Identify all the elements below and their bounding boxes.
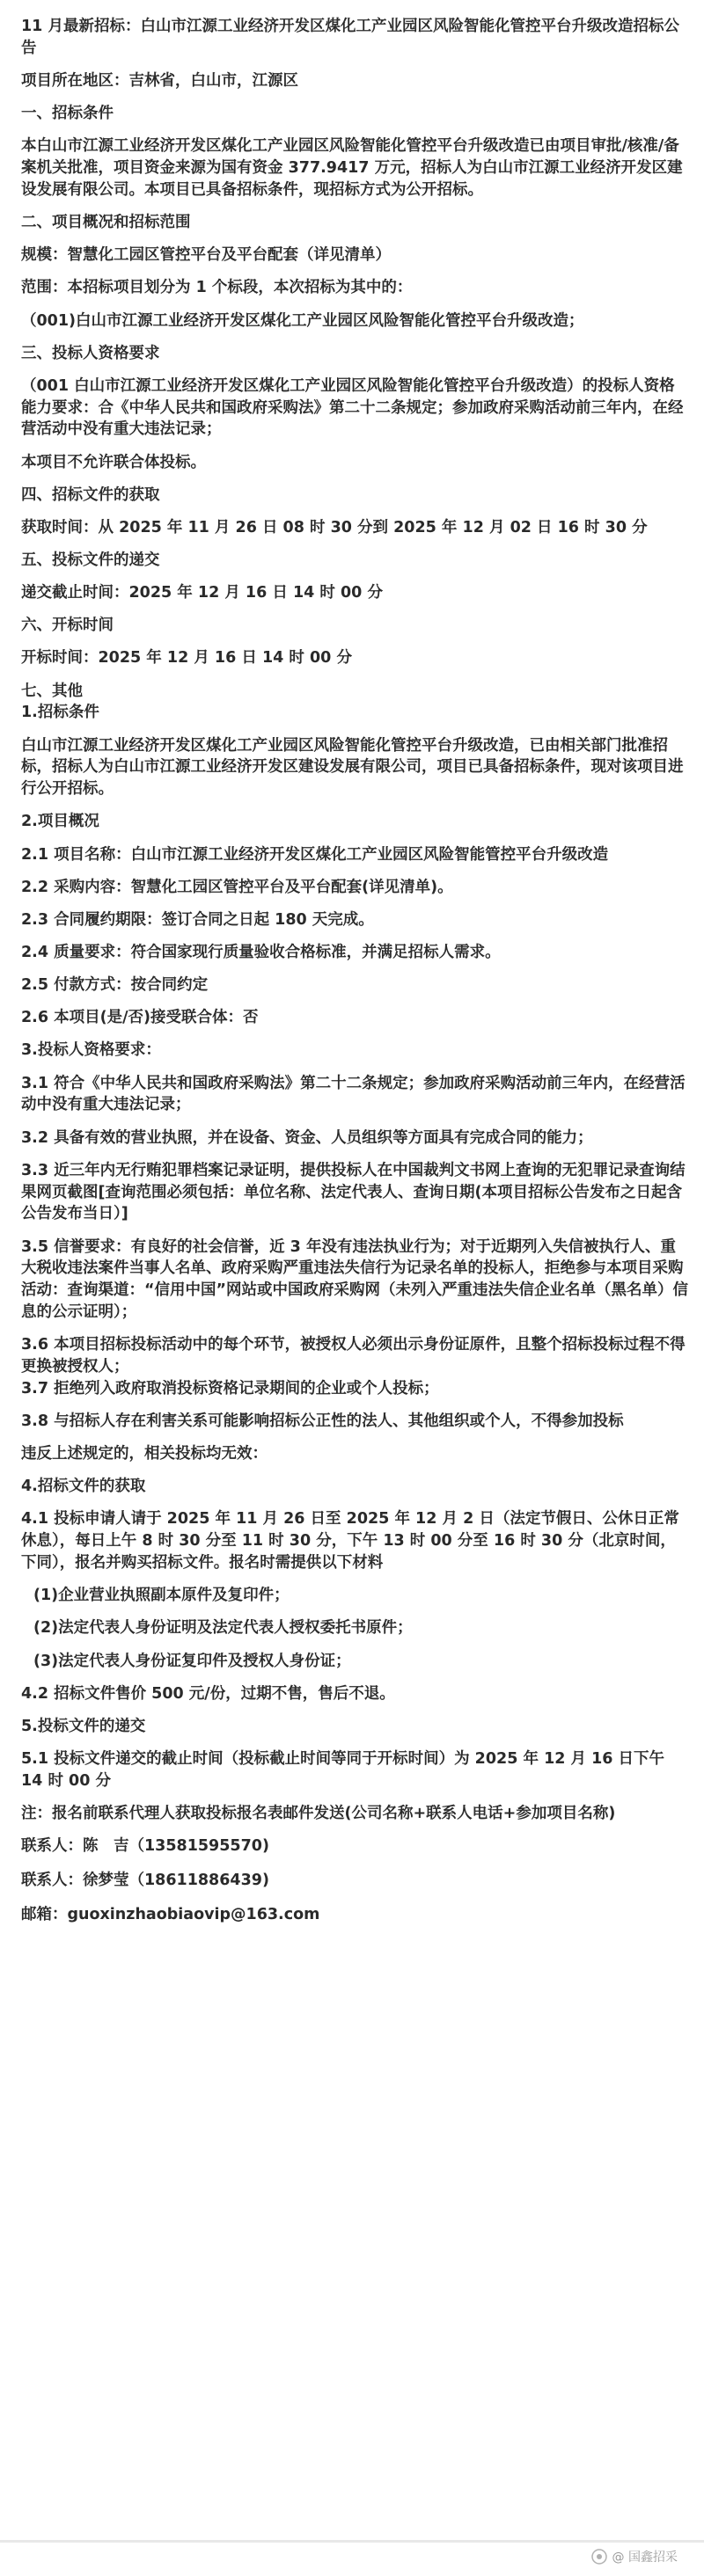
contact-2-value: 徐梦莹（18611886439) — [83, 1871, 269, 1889]
email-row — [21, 1904, 690, 1926]
section-heading-bid-submission: 五、投标文件的递交 — [21, 551, 160, 570]
contact-1-label: 联系人： — [21, 1837, 83, 1856]
bidder-qualification-text: （001 白山市江源工业经济开发区煤化工产业园区风险智能化管控平台升级改造）的投标人资格能力要求：合《中华人民共和国政府采购法》第二十二条规定；参加政府采购活动前三年内，在经营活动中没有重大违法记录； — [21, 376, 684, 439]
section-heading-document-acquisition: 四、招标文件的获取 — [21, 485, 160, 504]
material-1: (1)企业营业执照副本原件及复印件； — [33, 1587, 290, 1605]
item-3-1: 3.1 符合《中华人民共和国政府采购法》第二十二条规定；参加政府采购活动前三年内，在经营活动中没有重大违法记录； — [21, 1074, 686, 1114]
contact-1-value: 陈 吉（13581595570) — [83, 1837, 269, 1856]
consortium-note: 本项目不允许联合体投标。 — [21, 453, 206, 471]
watermark-text: @ 国鑫招采 — [612, 2550, 678, 2565]
item-2-1: 2.1 项目名称：白山市江源工业经济开发区煤化工产业园区风险智能管控平台升级改造 — [21, 845, 609, 864]
other-subheading-qualification: 3.投标人资格要求： — [21, 1041, 161, 1060]
bottom-divider — [0, 2540, 704, 2543]
item-3-6: 3.6 本项目招标投标活动中的每个环节，被授权人必须出示身份证原件，且整个招标投标过程不得更换被授权人； — [21, 1336, 686, 1376]
section-heading-other: 七、其他 — [21, 682, 83, 700]
contact-1 — [21, 1835, 690, 1857]
submission-deadline: 递交截止时间：2025 年 12 月 16 日 14 时 00 分 — [21, 584, 383, 602]
email-label: 邮箱： — [21, 1905, 68, 1923]
material-2: (2)法定代表人身份证明及法定代表人授权委托书原件； — [33, 1619, 413, 1638]
project-scope: 范围：本招标项目划分为 1 个标段，本次招标为其中的： — [21, 279, 413, 297]
item-3-8: 3.8 与招标人存在利害关系可能影响招标公正性的法人、其他组织或个人，不得参加投标 — [21, 1412, 624, 1430]
item-2-5: 2.5 付款方式：按合同约定 — [21, 976, 209, 995]
watermark — [591, 2548, 678, 2565]
project-region: 项目所在地区：吉林省，白山市，江源区 — [21, 71, 298, 90]
tender-conditions-text: 本白山市江源工业经济开发区煤化工产业园区风险智能化管控平台升级改造已由项目审批/核准/备案机关批准，项目资金来源为国有资金 377.9417 万元，招标人为白山市江源工业经济开发区建设发展有限公司。本项目已具备招标条件，现招标方式为公开招标。 — [21, 137, 683, 199]
item-2-6: 2.6 本项目(是/否)接受联合体：否 — [21, 1009, 259, 1027]
invalid-bid-note: 违反上述规定的，相关投标均无效： — [21, 1445, 268, 1463]
bid-opening-time: 开标时间：2025 年 12 月 16 日 14 时 00 分 — [21, 649, 352, 668]
section-heading-bidder-qualification: 三、投标人资格要求 — [21, 344, 160, 362]
project-lot: （001)白山市江源工业经济开发区煤化工产业园区风险智能化管控平台升级改造； — [21, 311, 584, 330]
item-4-2: 4.2 招标文件售价 500 元/份，过期不售，售后不退。 — [21, 1684, 395, 1703]
other-tender-conditions-text: 白山市江源工业经济开发区煤化工产业园区风险智能化管控平台升级改造，已由相关部门批准招标，招标人为白山市江源工业经济开发区建设发展有限公司，项目已具备招标条件，现对该项目进行公开招标。 — [21, 736, 684, 799]
announcement-title: 11 月最新招标：白山市江源工业经济开发区煤化工产业园区风险智能化管控平台升级改造招标公告 — [21, 18, 679, 57]
contact-2 — [21, 1870, 690, 1892]
section-heading-tender-conditions: 一、招标条件 — [21, 105, 114, 123]
contact-2-label: 联系人： — [21, 1871, 83, 1889]
other-subheading-tender-conditions: 1.招标条件 — [21, 704, 99, 722]
item-5-1: 5.1 投标文件递交的截止时间（投标截止时间等同于开标时间）为 2025 年 12 月 16 日下午 14 时 00 分 — [21, 1749, 665, 1790]
email-value[interactable]: guoxinzhaobiaovip@163.com — [67, 1905, 320, 1923]
item-3-5: 3.5 信誉要求：有良好的社会信誉，近 3 年没有违法执业行为；对于近期列入失信被执行人、重大税收违法案件当事人名单、政府采购严重违法失信行为记录名单的投标人，拒绝参与本项目采购活动：查询渠道：“信用中国”网站或中国政府采购网（未列入严重违法失信企业名单（黑名单）信息的公示证明）； — [21, 1237, 688, 1322]
acquisition-time: 获取时间：从 2025 年 11 月 26 日 08 时 30 分到 2025 年 12 月 02 日 16 时 30 分 — [21, 518, 648, 536]
item-3-7: 3.7 拒绝列入政府取消投标资格记录期间的企业或个人投标； — [21, 1379, 439, 1397]
watermark-logo-icon — [591, 2549, 607, 2565]
item-4-1: 4.1 投标申请人请于 2025 年 11 月 26 日至 2025 年 12 月 2 日（法定节假日、公休日正常休息），每日上午 8 时 30 分至 11 时 30 分，下午 13 时 00 分至 16 时 30 分（北京时间，下同），报名并购买招标文件。报名时需提供以下材料 — [21, 1510, 679, 1573]
item-3-3: 3.3 近三年内无行贿犯罪档案记录证明，提供投标人在中国裁判文书网上查询的无犯罪记录查询结果网页截图[查询范围必须包括：单位名称、法定代表人、查询日期(本项目招标公告发布之日起含公告发布当日）] — [21, 1161, 686, 1223]
item-2-3: 2.3 合同履约期限：签订合同之日起 180 天完成。 — [21, 910, 374, 929]
item-3-2: 3.2 具备有效的营业执照，并在设备、资金、人员组织等方面具有完成合同的能力； — [21, 1128, 593, 1147]
other-subheading-bid-submission: 5.投标文件的递交 — [21, 1717, 146, 1735]
item-2-2: 2.2 采购内容：智慧化工园区管控平台及平台配套(详见清单)。 — [21, 878, 453, 896]
other-subheading-project-overview: 2.项目概况 — [21, 813, 99, 831]
project-scale: 规模：智慧化工园区管控平台及平台配套（详见清单） — [21, 246, 391, 265]
item-2-4: 2.4 质量要求：符合国家现行质量验收合格标准，并满足招标人需求。 — [21, 943, 501, 961]
material-3: (3)法定代表人身份证复印件及授权人身份证； — [33, 1652, 351, 1670]
section-heading-project-overview: 二、项目概况和招标范围 — [21, 214, 191, 232]
other-subheading-document-acquisition: 4.招标文件的获取 — [21, 1478, 146, 1496]
section-heading-bid-opening: 六、开标时间 — [21, 617, 114, 635]
registration-note: 注：报名前联系代理人获取投标报名表邮件发送(公司名称+联系人电话+参加项目名称) — [21, 1804, 616, 1822]
